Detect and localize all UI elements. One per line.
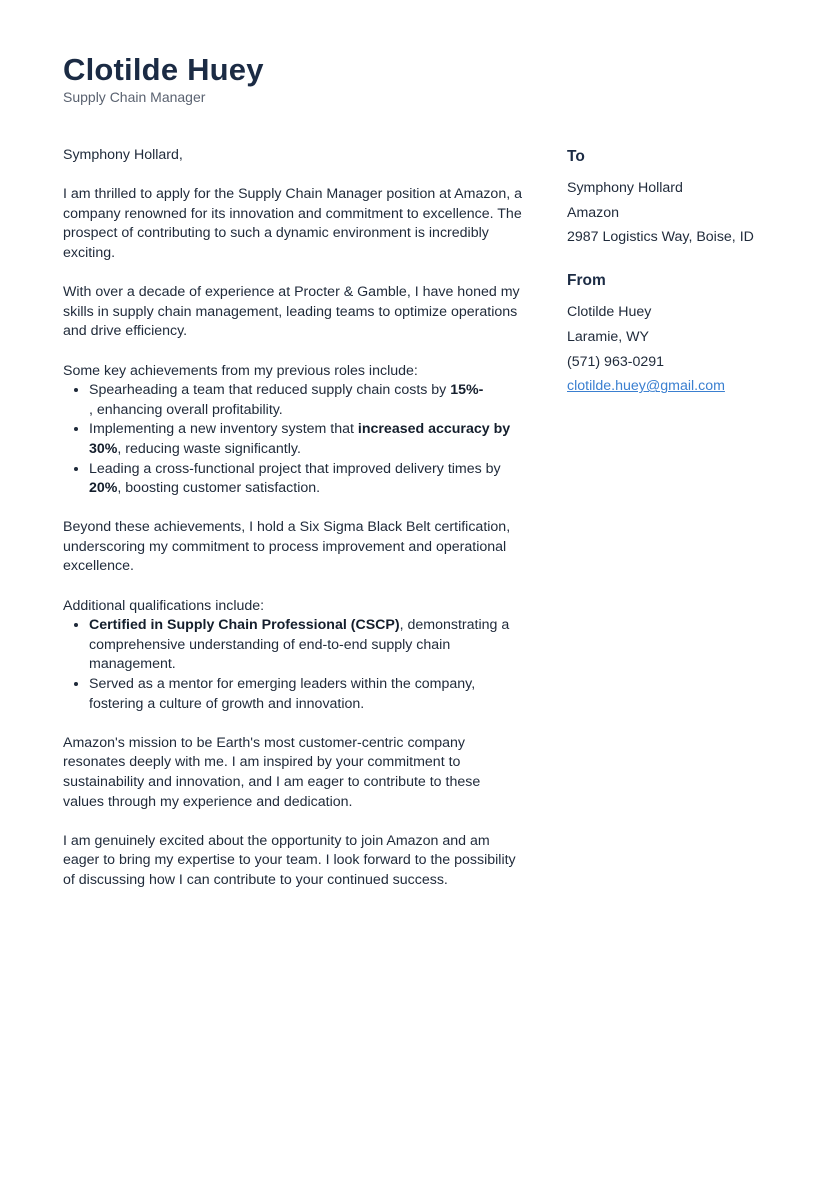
recipient-block bbox=[567, 146, 807, 250]
qualifications-list bbox=[63, 616, 525, 714]
item-text: Spearheading a team that reduced supply chain costs by bbox=[89, 382, 451, 399]
item-text: Implementing a new inventory system that bbox=[89, 421, 358, 438]
item-text: , boosting customer satisfaction. bbox=[117, 480, 321, 497]
item-highlight: increased accuracy by 30% bbox=[89, 421, 511, 457]
sender-block bbox=[567, 270, 807, 399]
item-highlight: 15%- bbox=[450, 382, 484, 399]
sender-email-link[interactable]: clotilde.huey@gmail.com bbox=[567, 378, 725, 395]
list-item bbox=[89, 381, 525, 420]
qualifications-intro: Additional qualifications include: bbox=[63, 597, 265, 614]
item-text: Served as a mentor for emerging leaders within the company, fostering a culture of growth and innovation. bbox=[89, 676, 476, 712]
sender-location: Laramie, WY bbox=[567, 328, 649, 345]
letter-body bbox=[63, 146, 525, 910]
list-item bbox=[89, 675, 525, 714]
recipient-company: Amazon bbox=[567, 204, 620, 221]
achievements-list bbox=[63, 381, 525, 499]
achievements-intro: Some key achievements from my previous roles include: bbox=[63, 362, 418, 379]
item-text: , reducing waste significantly. bbox=[117, 440, 301, 457]
list-item bbox=[89, 616, 525, 675]
recipient-address: 2987 Logistics Way, Boise, ID bbox=[567, 229, 754, 246]
item-text: , demonstrating a comprehensive understanding of end-to-end supply chain management. bbox=[89, 617, 510, 673]
paragraph-certification: Beyond these achievements, I hold a Six Sigma Black Belt certification, underscoring my commitment to process improvement and operational excellence. bbox=[63, 519, 511, 575]
recipient-heading: To bbox=[567, 148, 585, 165]
sender-name: Clotilde Huey bbox=[567, 304, 652, 321]
recipient-name: Symphony Hollard bbox=[567, 180, 683, 196]
item-highlight: Certified in Supply Chain Professional (CSCP) bbox=[89, 617, 400, 634]
paragraph-intro: I am thrilled to apply for the Supply Chain Manager position at Amazon, a company renowned for its innovation and commitment to excellence. The prospect of contributing to such a dynamic environment is incredibly exciting. bbox=[63, 186, 522, 261]
item-text: Leading a cross-functional project that improved delivery times by bbox=[89, 460, 501, 477]
sender-heading: From bbox=[567, 272, 606, 290]
paragraph-experience: With over a decade of experience at Procter & Gamble, I have honed my skills in supply chain management, leading teams to optimize operations and drive efficiency. bbox=[63, 284, 520, 340]
sender-phone: (571) 963-0291 bbox=[567, 353, 665, 370]
paragraph-mission: Amazon's mission to be Earth's most customer-centric company resonates deeply with me. I am inspired by your commitment to sustainability and innovation, and I am eager to contribute to these values through my experience and dedication. bbox=[63, 734, 481, 810]
item-highlight: 20% bbox=[89, 480, 118, 497]
greeting: Symphony Hollard, bbox=[63, 147, 183, 163]
list-item bbox=[89, 420, 525, 459]
item-text: , enhancing overall profitability. bbox=[89, 401, 283, 418]
applicant-role: Supply Chain Manager bbox=[63, 89, 206, 105]
list-item bbox=[89, 460, 525, 499]
contact-sidebar bbox=[567, 146, 807, 419]
applicant-name: Clotilde Huey bbox=[63, 52, 264, 87]
paragraph-closing: I am genuinely excited about the opportunity to join Amazon and am eager to bring my expertise to your team. I look forward to the possibility of discussing how I can contribute to your continued success. bbox=[63, 832, 516, 888]
header bbox=[63, 52, 264, 106]
